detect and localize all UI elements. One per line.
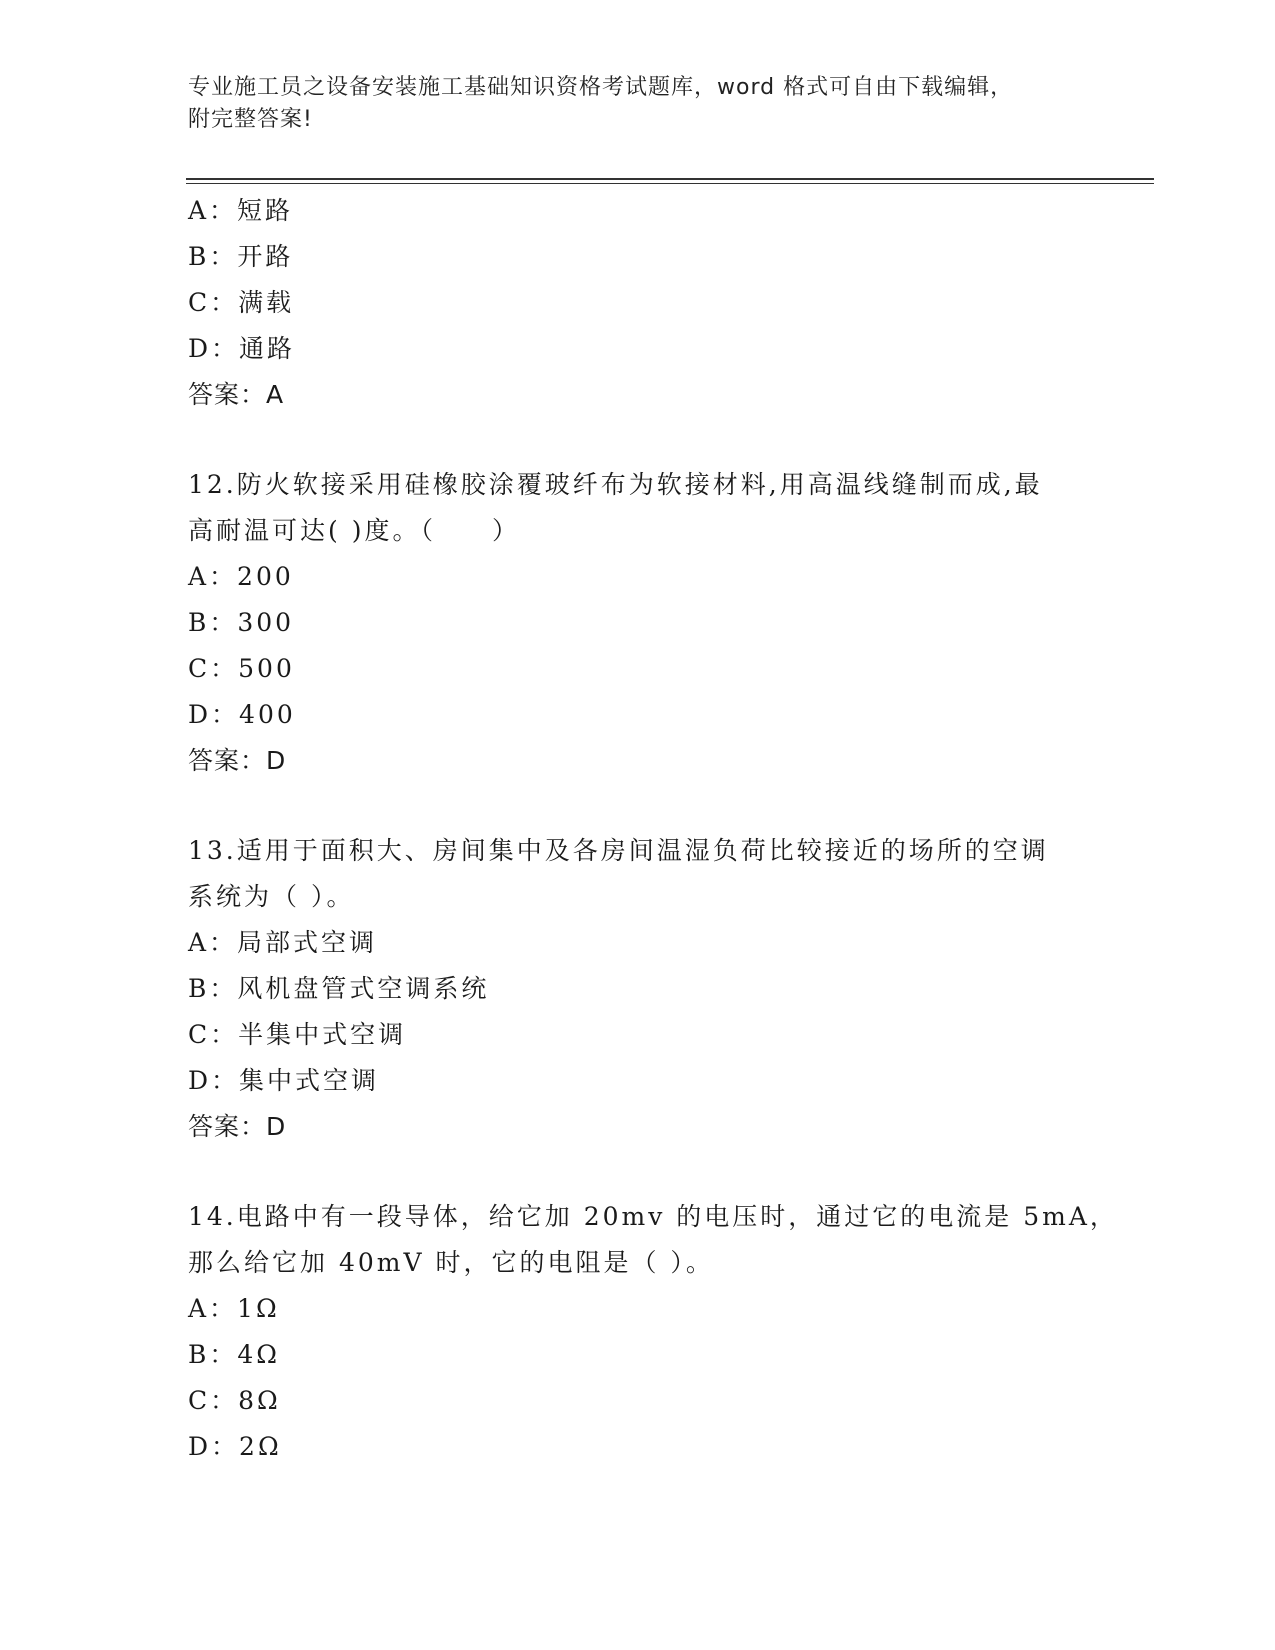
question-text-line-1: 14.电路中有一段导体，给它加 20mv 的电压时，通过它的电流是 5mA， (188, 1202, 1118, 1231)
option-a: A：1Ω (188, 1294, 280, 1323)
option-d: D：400 (188, 700, 296, 729)
header-divider-thin (186, 183, 1154, 184)
option-c: C：满载 (188, 288, 295, 317)
question-text-line-1: 13.适用于面积大、房间集中及各房间温湿负荷比较接近的场所的空调 (188, 836, 1049, 865)
question-text-line-2: 高耐温可达( )度。（ ） (188, 516, 520, 545)
option-a: A：200 (188, 562, 294, 591)
option-d: D：集中式空调 (188, 1066, 380, 1095)
option-c: C：半集中式空调 (188, 1020, 407, 1049)
question-block-13 (188, 828, 1108, 1150)
header-divider-thick (186, 178, 1154, 180)
option-c: C：8Ω (188, 1386, 281, 1415)
option-c: C：500 (188, 654, 295, 683)
question-text-line-1: 12.防火软接采用硅橡胶涂覆玻纤布为软接材料,用高温线缝制而成,最 (188, 470, 1043, 499)
question-block-11 (188, 188, 1108, 418)
option-d: D：通路 (188, 334, 296, 363)
question-block-14 (188, 1194, 1118, 1470)
question-text-line-2: 系统为（ ）。 (188, 882, 355, 911)
question-list (188, 188, 1118, 1470)
option-b: B：开路 (188, 242, 294, 271)
question-block-12 (188, 462, 1108, 784)
header-line-1: 专业施工员之设备安装施工基础知识资格考试题库，word 格式可自由下载编辑， (188, 75, 1014, 100)
option-a: A：短路 (188, 196, 294, 225)
header-line-2: 附完整答案! (188, 107, 313, 132)
answer: 答案：D (188, 1112, 287, 1141)
option-b: B：风机盘管式空调系统 (188, 974, 490, 1003)
answer: 答案：D (188, 746, 287, 775)
option-a: A：局部式空调 (188, 928, 378, 957)
option-d: D：2Ω (188, 1432, 282, 1461)
document-header (188, 72, 1078, 136)
question-text-line-2: 那么给它加 40mV 时，它的电阻是（ ）。 (188, 1248, 714, 1277)
answer: 答案：A (188, 380, 285, 409)
option-b: B：300 (188, 608, 295, 637)
option-b: B：4Ω (188, 1340, 281, 1369)
